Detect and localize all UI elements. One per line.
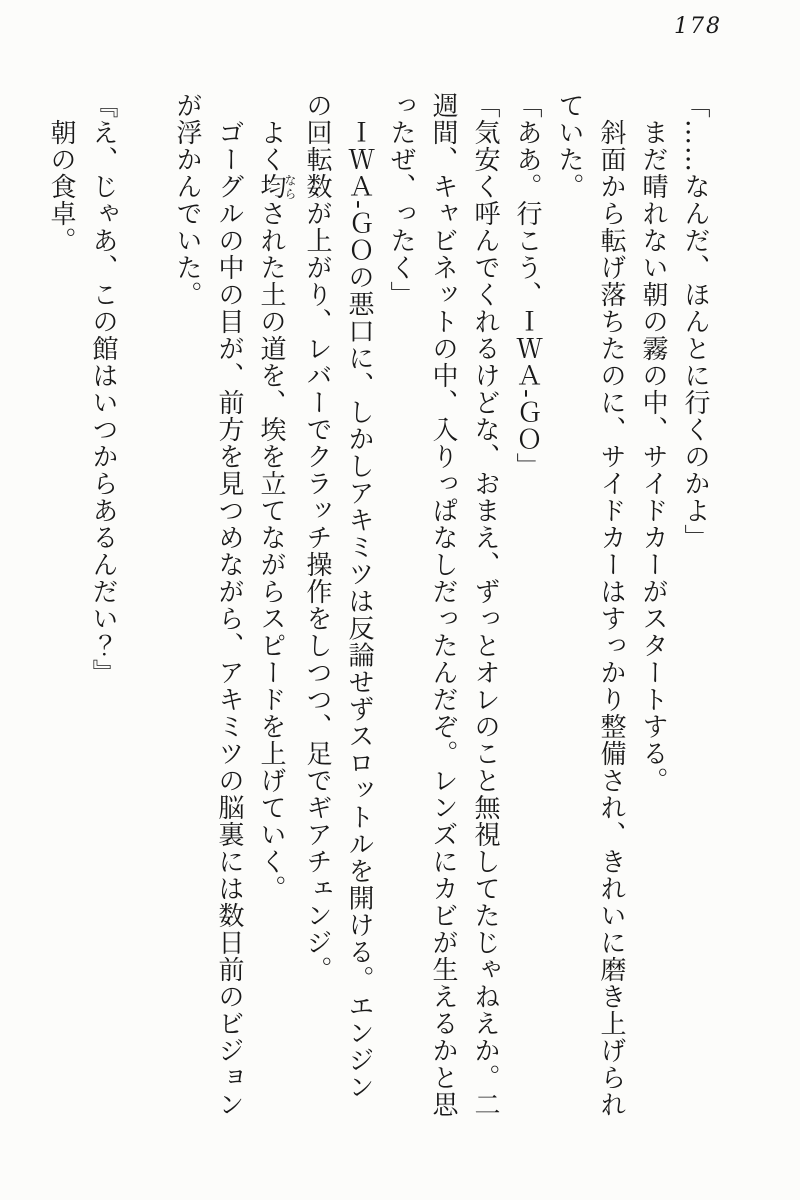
text-line: ＩＷＡ‐ＧＯの悪口に、しかしアキミツは反論せずスロットルを開ける。エンジン [344,119,374,1101]
text-line: ゴーグルの中の目が、前方を見つめながら、アキミツの脳裏には数日前のビジョン [214,119,244,1118]
page-number: 178 [674,14,722,39]
blank-line [124,92,166,1122]
text-line: 斜面から転げ落ちたのに、サイドカーはすっかり整備され、きれいに磨き上げられ [596,119,626,1118]
text-line: の回転数が上がり、レバーでクラッチ操作をしつつ、足でギアチェンジ。 [302,92,332,983]
text-line: まだ晴れない朝の霧の中、サイドカーがスタートする。 [638,119,668,794]
text-line: 朝の食卓。 [46,119,76,254]
text-line: 『え、じゃあ、この館はいつからあるんだい？』 [88,92,118,686]
text-line: が浮かんでいた。 [172,92,202,308]
text-line: 「……なんだ、ほんとに行くのかよ」 [680,92,710,551]
text-line: 「ああ。行こう、ＩＷＡ‐ＧＯ」 [512,92,542,480]
ruby-annotated-word: 均なら [256,173,297,200]
text-line: ていた。 [554,92,584,200]
text-line: よく均ならされた土の道を、埃を立てながらスピードを上げていく。 [256,119,297,902]
text-line: 「気安く呼んでくれるけどな、おまえ、ずっとオレのこと無視してたじゃねえか。二 [470,92,500,1118]
text-line: 週間、キャビネットの中、入りっぱなしだったんだぞ。レンズにカビが生えるかと思 [428,92,458,1118]
page-text [40,92,716,1122]
text-line: ったぜ、ったく」 [386,92,416,308]
